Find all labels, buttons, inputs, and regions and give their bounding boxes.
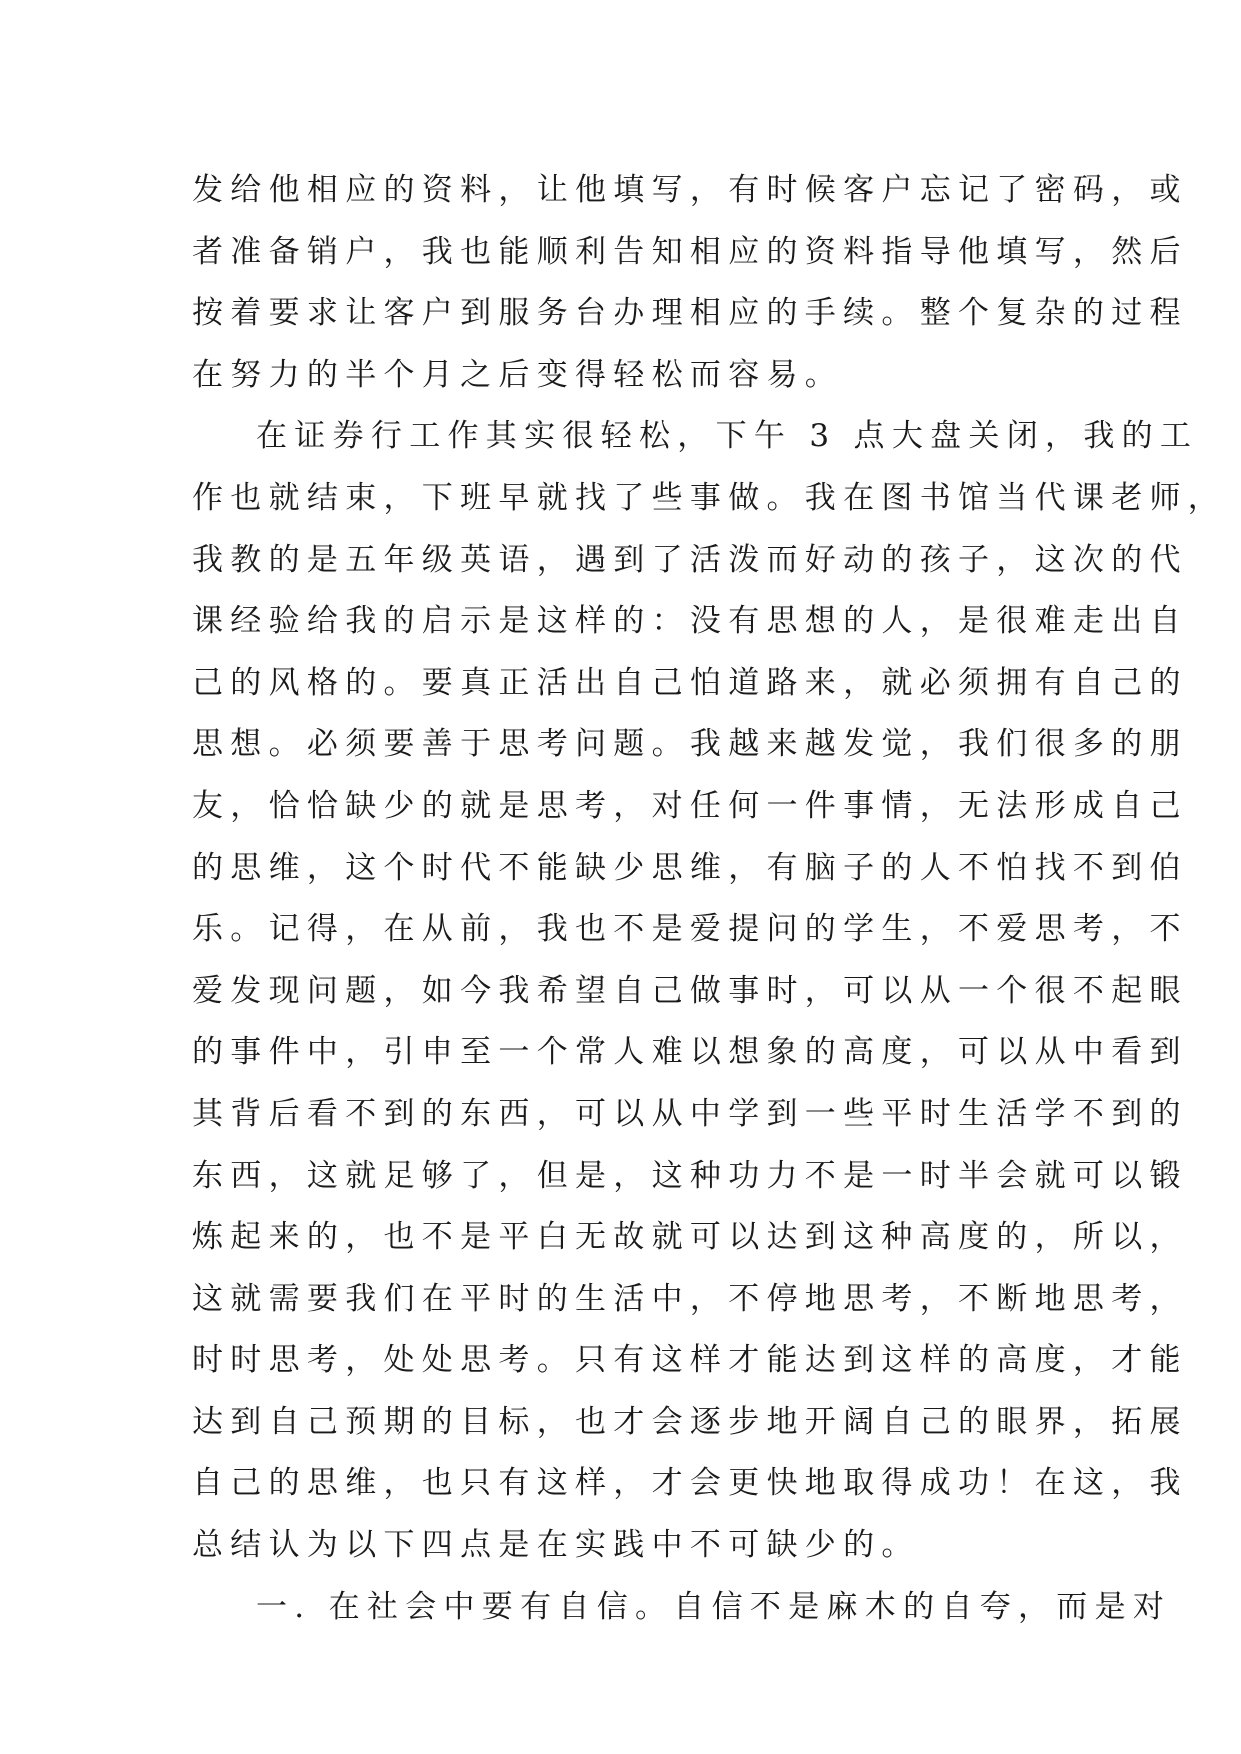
text-line: 课经验给我的启示是这样的：没有思想的人，是很难走出自 <box>192 603 1188 640</box>
text-line: 我教的是五年级英语，遇到了活泼而好动的孩子，这次的代 <box>192 541 1188 578</box>
text-line: 在努力的半个月之后变得轻松而容易。 <box>192 356 844 393</box>
text-line: 这就需要我们在平时的生活中，不停地思考，不断地思考， <box>192 1280 1188 1317</box>
text-line: 爱发现问题，如今我希望自己做事时，可以从一个很不起眼 <box>192 972 1188 1009</box>
text-line: 时时思考，处处思考。只有这样才能达到这样的高度，才能 <box>192 1342 1188 1379</box>
text-line: 者准备销户，我也能顺利告知相应的资料指导他填写，然后 <box>192 233 1188 270</box>
text-line: 思想。必须要善于思考问题。我越来越发觉，我们很多的朋 <box>192 726 1188 763</box>
text-line: 总结认为以下四点是在实践中不可缺少的。 <box>192 1527 920 1564</box>
text-line: 乐。记得，在从前，我也不是爱提问的学生，不爱思考，不 <box>192 911 1188 948</box>
text-line: 的思维，这个时代不能缺少思维，有脑子的人不怕找不到伯 <box>192 849 1188 886</box>
text-line: 炼起来的，也不是平白无故就可以达到这种高度的，所以， <box>192 1219 1188 1256</box>
text-line: 按着要求让客户到服务台办理相应的手续。整个复杂的过程 <box>192 295 1188 332</box>
text-line: 发给他相应的资料，让他填写，有时候客户忘记了密码，或 <box>192 172 1188 208</box>
text-line: 的事件中，引申至一个常人难以想象的高度，可以从中看到 <box>192 1034 1188 1071</box>
text-line: 达到自己预期的目标，也才会逐步地开阔自己的眼界，拓展 <box>192 1403 1188 1440</box>
text-line: 一. 在社会中要有自信。自信不是麻木的自夸，而是对 <box>256 1588 1172 1625</box>
text-line: 其背后看不到的东西，可以从中学到一些平时生活学不到的 <box>192 1095 1188 1132</box>
text-line: 在证券行工作其实很轻松，下午 3 点大盘关闭，我的工 <box>256 418 1199 455</box>
text-line: 自己的思维，也只有这样，才会更快地取得成功！在这，我 <box>192 1465 1188 1502</box>
text-line: 东西，这就足够了，但是，这种功力不是一时半会就可以锻 <box>192 1157 1188 1194</box>
text-line: 作也就结束，下班早就找了些事做。我在图书馆当代课老师， <box>192 479 1227 516</box>
body-text <box>192 160 1227 1638</box>
text-line: 友，恰恰缺少的就是思考，对任何一件事情，无法形成自己 <box>192 787 1188 824</box>
text-line: 己的风格的。要真正活出自己怕道路来，就必须拥有自己的 <box>192 664 1188 701</box>
